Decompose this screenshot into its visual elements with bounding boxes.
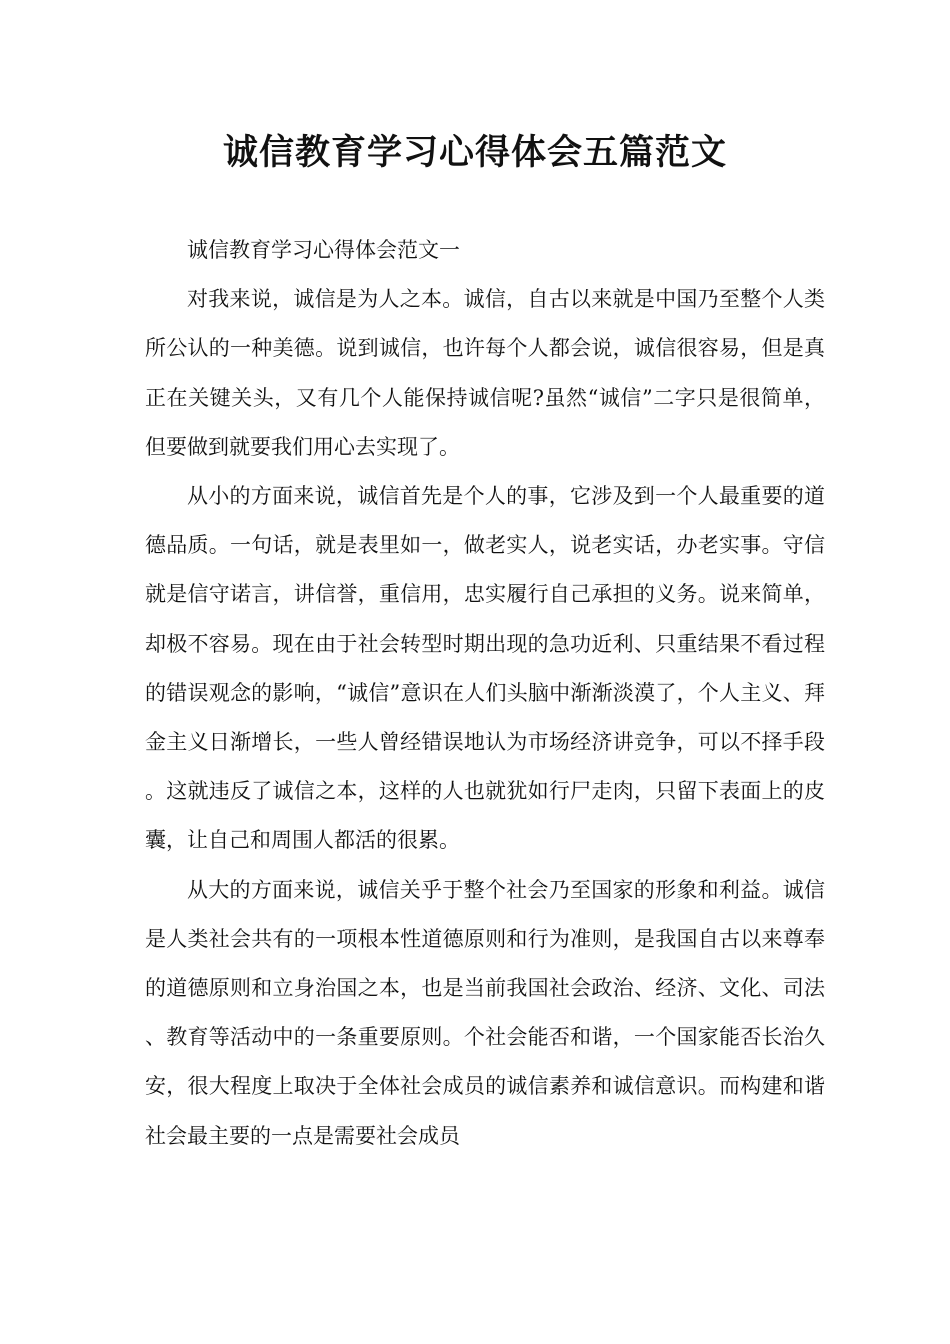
paragraph-2: 从小的方面来说，诚信首先是个人的事，它涉及到一个人最重要的道德品质。一句话，就是表里如一，做老实人，说老实话，办老实事。守信就是信守诺言，讲信誉，重信用，忠实履行自己承担的义务。说来简单，却极不容易。现在由于社会转型时期出现的急功近利、只重结果不看过程的错误观念的影响，“诚信”意识在人们头脑中渐渐淡漠了，个人主义、拜金主义日渐增长，一些人曾经错误地认为市场经济讲竞争，可以不择手段。这就违反了诚信之本，这样的人也就犹如行尸走肉，只留下表面上的皮囊，让自己和周围人都活的很累。 (145, 484, 825, 853)
section-heading: 诚信教育学习心得体会范文一 (187, 238, 460, 262)
paragraph-1: 对我来说，诚信是为人之本。诚信，自古以来就是中国乃至整个人类所公认的一种美德。说到诚信，也许每个人都会说，诚信很容易，但是真正在关键关头，又有几个人能保持诚信呢?虽然“诚信”二字只是很简单，但要做到就要我们用心去实现了。 (145, 287, 825, 459)
document-title: 诚信教育学习心得体会五篇范文 (222, 133, 727, 173)
document-body (145, 226, 825, 1161)
paragraph-3: 从大的方面来说，诚信关乎于整个社会乃至国家的形象和利益。诚信是人类社会共有的一项根本性道德原则和行为准则，是我国自古以来尊奉的道德原则和立身治国之本，也是当前我国社会政治、经济、文化、司法、教育等活动中的一条重要原则。个社会能否和谐，一个国家能否长治久安，很大程度上取决于全体社会成员的诚信素养和诚信意识。而构建和谐社会最主要的一点是需要社会成员 (145, 877, 825, 1148)
